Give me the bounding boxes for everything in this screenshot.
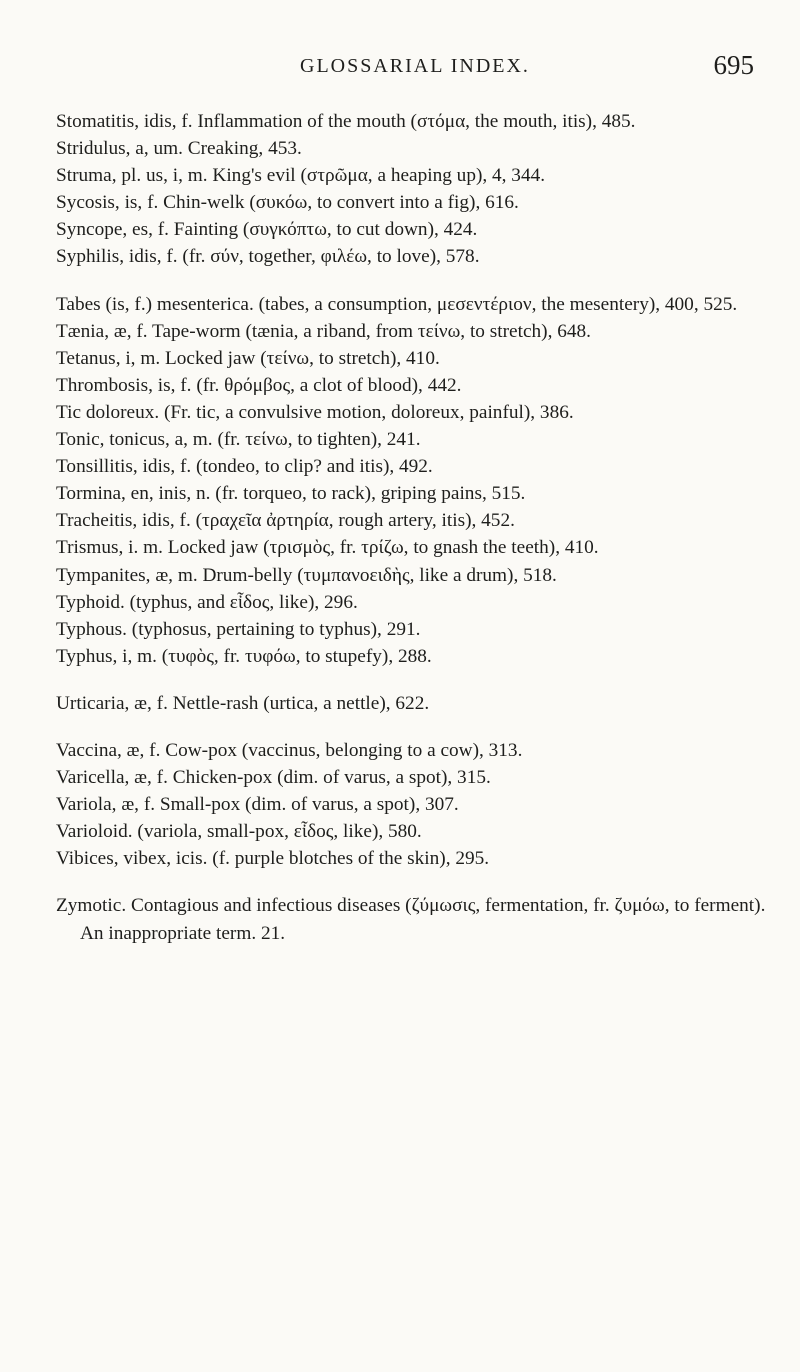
entry-group (56, 291, 768, 670)
glossary-entry: Syphilis, idis, f. (fr. σύν, together, φιλέω, to love), 578. (56, 246, 480, 268)
glossary-entry: Stomatitis, idis, f. Inflammation of the mouth (στόμα, the mouth, itis), 485. (56, 111, 636, 132)
page-header (0, 0, 800, 90)
glossary-entry: Urticaria, æ, f. Nettle-rash (urtica, a nettle), 622. (56, 692, 430, 714)
glossary-entry: Vaccina, æ, f. Cow-pox (vaccinus, belonging to a cow), 313. (56, 739, 523, 761)
glossary-entry: Tænia, æ, f. Tape-worm (tænia, a riband, from τείνω, to stretch), 648. (56, 320, 591, 342)
glossary-entry: Tetanus, i, m. Locked jaw (τείνω, to stretch), 410. (56, 347, 440, 369)
glossary-entry: Tympanites, æ, m. Drum-belly (τυμπανοειδὴς, like a drum), 518. (56, 564, 557, 586)
entry-group (56, 737, 768, 872)
glossary-entry: Syncope, es, f. Fainting (συγκόπτω, to cut down), 424. (56, 219, 478, 241)
glossary-entry: Thrombosis, is, f. (fr. θρόμβος, a clot of blood), 442. (56, 374, 462, 396)
glossary-entry: Tic doloreux. (Fr. tic, a convulsive motion, doloreux, painful), 386. (56, 401, 574, 423)
glossary-entry: Tracheitis, idis, f. (τραχεῖα ἀρτηρία, rough artery, itis), 452. (56, 510, 515, 532)
entry-group (56, 690, 768, 717)
glossary-entry: Varioloid. (variola, small-pox, εἶδος, like), 580. (56, 821, 422, 843)
glossary-entry: Tonic, tonicus, a, m. (fr. τείνω, to tighten), 241. (56, 429, 421, 451)
glossary-entry: Typhoid. (typhus, and εἶδος, like), 296. (56, 591, 358, 613)
entry-group (56, 108, 768, 271)
entry-group (56, 892, 768, 946)
page-number: 695 (713, 50, 754, 80)
glossary-entry: Tormina, en, inis, n. (fr. torqueo, to rack), griping pains, 515. (56, 483, 526, 505)
glossary-entry: Sycosis, is, f. Chin-welk (συκόω, to convert into a fig), 616. (56, 192, 519, 214)
glossary-entries (56, 108, 768, 947)
glossary-entry: Vibices, vibex, icis. (f. purple blotches of the skin), 295. (56, 848, 490, 870)
glossary-entry: Typhous. (typhosus, pertaining to typhus), 291. (56, 618, 421, 640)
glossary-entry: Trismus, i. m. Locked jaw (τρισμὸς, fr. τρίζω, to gnash the teeth), 410. (56, 537, 599, 559)
glossary-entry: Tabes (is, f.) mesenterica. (tabes, a consumption, μεσεντέριον, the mesentery), 400, 525. (56, 293, 738, 315)
glossary-entry: Struma, pl. us, i, m. King's evil (στρῶμα, a heaping up), 4, 344. (56, 165, 546, 187)
glossary-entry: Variola, æ, f. Small-pox (dim. of varus, a spot), 307. (56, 794, 459, 816)
glossary-entry: Stridulus, a, um. Creaking, 453. (56, 138, 302, 160)
glossary-entry: Typhus, i, m. (τυφὸς, fr. τυφόω, to stupefy), 288. (56, 645, 432, 667)
glossary-entry: Tonsillitis, idis, f. (tondeo, to clip? and itis), 492. (56, 456, 433, 478)
glossary-entry: Zymotic. Contagious and infectious diseases (ζύμωσις, fermentation, fr. ζυμόω, to ferment). An inappropriate term. 21. (56, 895, 766, 944)
running-title: GLOSSARIAL INDEX. (300, 55, 530, 77)
glossary-entry: Varicella, æ, f. Chicken-pox (dim. of varus, a spot), 315. (56, 767, 491, 789)
